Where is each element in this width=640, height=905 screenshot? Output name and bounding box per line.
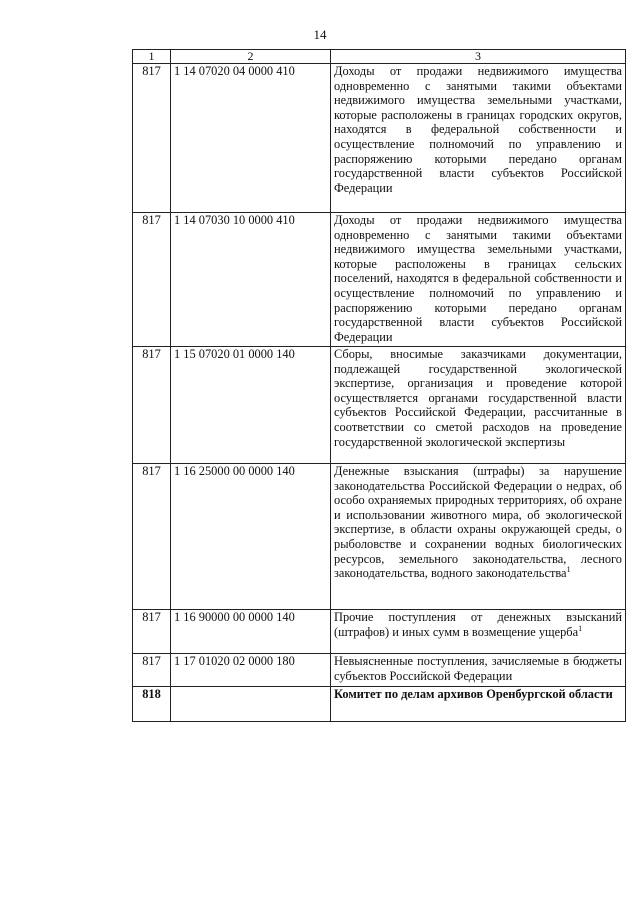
admin-code-cell: 817 [133,64,171,213]
description-text: Невыясненные поступления, зачисляемые в бюджеты субъектов Российской Федерации [334,654,622,683]
description-cell [331,610,626,654]
revenue-code-cell: 1 16 90000 00 0000 140 [171,610,331,654]
description-cell [331,687,626,722]
admin-code-cell: 817 [133,347,171,464]
revenue-code-cell: 1 16 25000 00 0000 140 [171,464,331,610]
table-row [133,654,626,687]
revenue-code-cell [171,687,331,722]
table-row [133,213,626,347]
description-text: Денежные взыскания (штрафы) за нарушение законодательства Российской Федерации о недрах, об особо охраняемых природных территориях, об охране и использовании животного мира, об экологической экспертизе, в области охраны окружающей среды, о рыболовстве и сохранении водных биологических ресурсов, земельного законодательства, лесного законодательства, водного законодательства [334,464,622,581]
admin-code-cell: 818 [133,687,171,722]
description-cell [331,464,626,610]
revenue-code-cell: 1 14 07030 10 0000 410 [171,213,331,347]
description-cell [331,64,626,213]
table-row [133,464,626,610]
admin-code-cell: 817 [133,464,171,610]
description-text: Прочие поступления от денежных взысканий (штрафов) и иных сумм в возмещение ущерба [334,610,622,639]
description-text: Доходы от продажи недвижимого имущества одновременно с занятыми такими объектами недвижимого имущества земельными участками, которые расположены в границах сельских поселений, находятся в федеральной собственности и осуществление полномочий по управлению и распоряжению которыми передано органам государственной власти субъектов Российской Федерации [334,213,622,344]
revenue-code-cell: 1 15 07020 01 0000 140 [171,347,331,464]
table-row [133,347,626,464]
description-cell [331,654,626,687]
table-row [133,687,626,722]
admin-code-cell: 817 [133,610,171,654]
table-row [133,64,626,213]
footnote-marker: 1 [566,565,571,575]
footnote-marker: 1 [578,623,583,633]
page-number: 14 [313,27,327,42]
description-cell [331,347,626,464]
revenue-code-cell: 1 14 07020 04 0000 410 [171,64,331,213]
description-text: Сборы, вносимые заказчиками документации, подлежащей государственной экологической экспертизе, организация и проведение которой осуществляется органами государственной власти субъектов Российской Федерации, рассчитанные в соответствии со сметой расходов на проведение государственной экологической экспертизы [334,347,622,449]
description-text: Доходы от продажи недвижимого имущества одновременно с занятыми такими объектами недвижимого имущества земельными участками, которые расположены в границах городских округов, находятся в федеральной собственности и осуществление полномочий по управлению и распоряжению которыми передано органам государственной власти субъектов Российской Федерации [334,64,622,195]
revenue-code-cell: 1 17 01020 02 0000 180 [171,654,331,687]
column-header-2: 2 [171,50,331,64]
column-header-1: 1 [133,50,171,64]
admin-code-cell: 817 [133,654,171,687]
description-cell [331,213,626,347]
table-header-row [133,50,626,64]
revenue-codes-table [132,49,626,722]
table-row [133,610,626,654]
admin-code-cell: 817 [133,213,171,347]
description-text: Комитет по делам архивов Оренбургской области [334,687,613,701]
column-header-3: 3 [331,50,626,64]
